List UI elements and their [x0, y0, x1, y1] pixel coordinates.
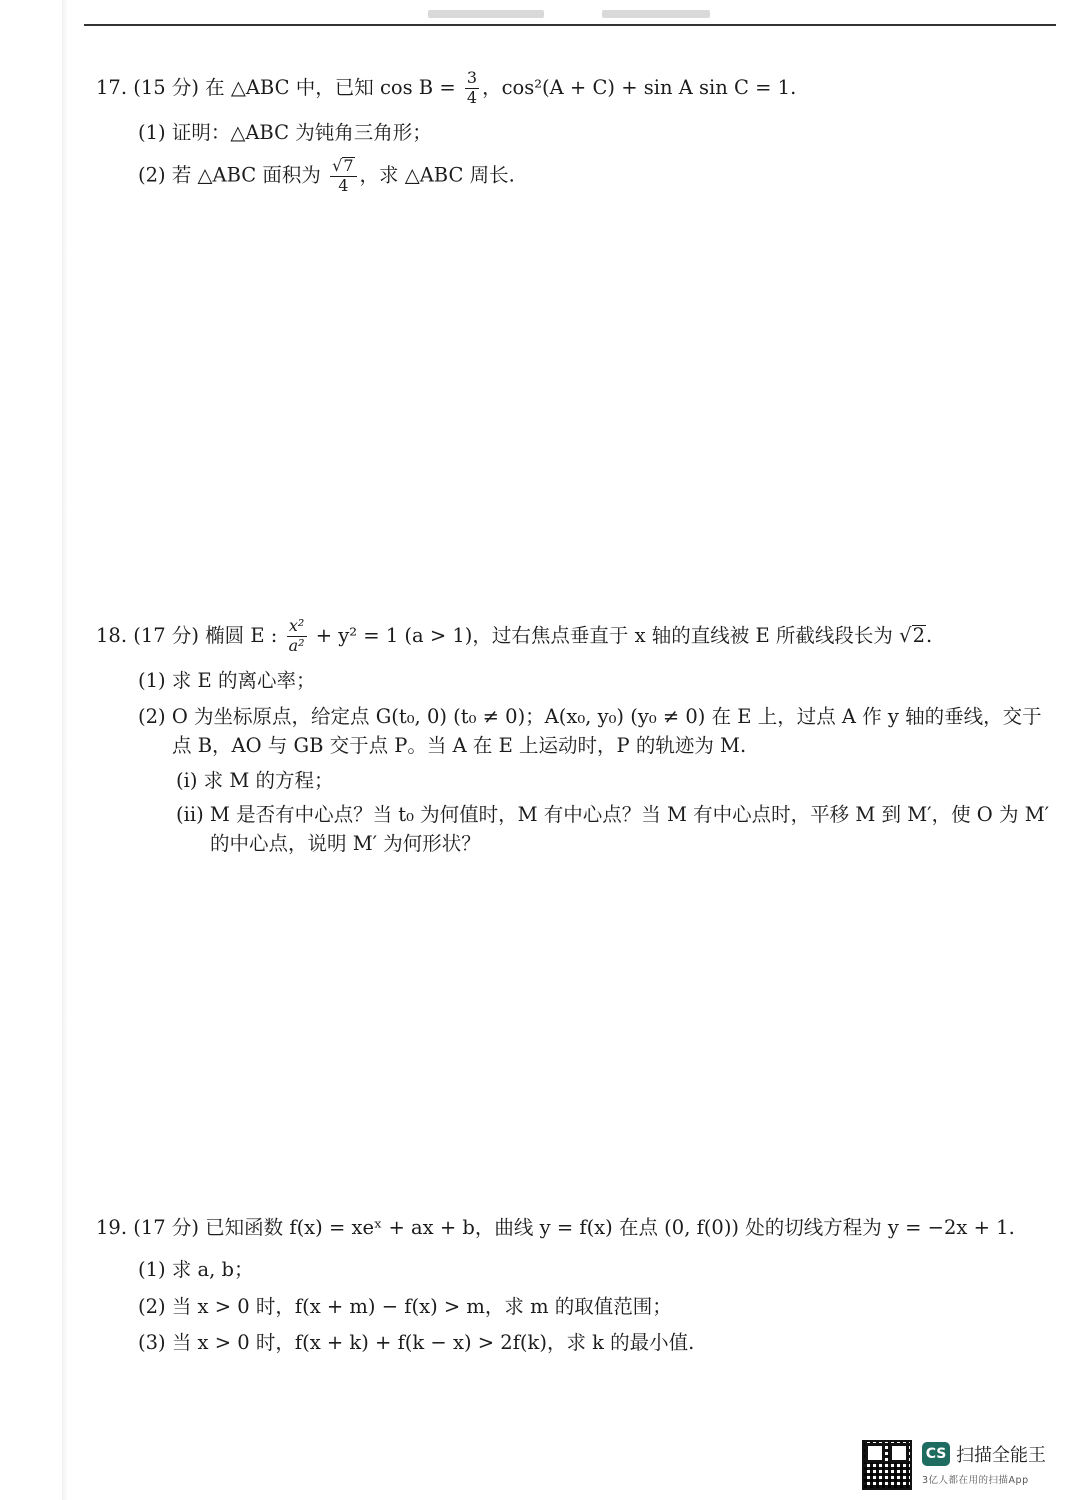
sqrt-radicand: 2: [912, 623, 925, 647]
problem-18-stem: 18. (17 分) 椭圆 E : $\frac{\text{x²}}{\text{a²}}$ + y² = 1 (a > 1)，过右焦点垂直于 x 轴的直线被 E 所截线段长为 √2.: [96, 616, 933, 655]
stem-text: .: [926, 623, 933, 647]
problem-number: 17.: [96, 75, 128, 99]
problem-18-subpart-i: [96, 767, 1056, 796]
paper-edge-shadow: [62, 0, 68, 1500]
qr-code-icon: [862, 1440, 912, 1490]
problem-19-part-2: [96, 1293, 1056, 1321]
problem-score: (15 分): [133, 75, 199, 99]
problem-19-part-3: [96, 1329, 1056, 1357]
part-label: (3): [138, 1330, 166, 1354]
camscanner-logo: CS: [922, 1442, 950, 1466]
problem-19: [96, 1214, 1056, 1357]
problem-score: (17 分): [133, 623, 199, 647]
problem-18-part-1: [96, 667, 1056, 695]
fraction-denominator: 4: [338, 175, 349, 195]
stem-text: 椭圆 E :: [205, 623, 284, 647]
subpart-text: 求 M 的方程；: [203, 768, 334, 792]
fraction: [287, 618, 307, 655]
part-text: 求 E 的离心率；: [171, 668, 316, 692]
brand-tagline: 3亿人都在用的扫描App: [922, 1475, 1029, 1486]
stem-text: 在 △ABC 中，已知 cos B =: [205, 75, 462, 99]
subpart-label: (ii): [176, 803, 204, 827]
part-text: 当 x > 0 时，f(x + m) − f(x) > m，求 m 的取值范围；: [171, 1294, 672, 1318]
fraction-numerator: √7: [330, 157, 356, 177]
problem-19-stem: [96, 1214, 1056, 1242]
fraction: [330, 157, 356, 195]
problem-18-subpart-ii: [96, 801, 1056, 859]
part-text: 证明：△ABC 为钝角三角形；: [171, 120, 432, 144]
part-text: 若 △ABC 面积为: [171, 163, 328, 187]
part-label: (1): [138, 668, 166, 692]
problem-17-stem: [96, 70, 1056, 107]
problem-number: 19.: [96, 1216, 128, 1239]
sqrt-radicand: 7: [343, 155, 354, 175]
stem-text: 已知函数 f(x) = xeˣ + ax + b，曲线 y = f(x) 在点 (0, f(0)) 处的切线方程为 y = −2x + 1.: [205, 1216, 1015, 1239]
fraction-denominator: 4: [466, 87, 478, 107]
problem-number: 18.: [96, 623, 128, 647]
problem-17: [96, 70, 1056, 194]
part-label: (2): [138, 704, 166, 728]
problem-score: (17 分): [133, 1216, 199, 1239]
fraction-numerator: x²: [287, 618, 307, 637]
stem-text: ，cos²(A + C) + sin A sin C = 1.: [482, 75, 797, 99]
fraction: [465, 70, 479, 107]
header-rule: [84, 24, 1056, 26]
problem-18: [96, 618, 1056, 859]
part-text: O 为坐标原点，给定点 G(t₀, 0) (t₀ ≠ 0)；A(x₀, y₀) (y₀ ≠ 0) 在 E 上，过点 A 作 y 轴的垂线，交于点 B，AO 与 GB 交于点 P。当 A 在 E 上运动时，P 的轨迹为 M.: [171, 704, 1042, 757]
part-label: (1): [138, 1258, 166, 1282]
fraction-denominator: a²: [288, 635, 305, 655]
fraction-numerator: 3: [466, 68, 478, 87]
brand-name: 扫描全能王: [956, 1445, 1046, 1466]
header-faint-text: [602, 10, 710, 18]
scanner-watermark: [862, 1440, 1056, 1492]
part-label: (2): [138, 1294, 166, 1318]
problem-17-part-2: [96, 157, 1056, 195]
part-label: (1): [138, 120, 166, 144]
problem-19-part-1: [96, 1256, 1056, 1284]
part-text: ，求 △ABC 周长.: [359, 163, 515, 187]
part-label: (2): [138, 163, 166, 187]
problem-18-part-2: [96, 703, 1056, 761]
stem-text: + y² = 1 (a > 1)，过右焦点垂直于 x 轴的直线被 E 所截线段长为: [309, 623, 900, 647]
subpart-text: M 是否有中心点？当 t₀ 为何值时，M 有中心点？当 M 有中心点时，平移 M 到 M′，使 O 为 M′ 的中心点，说明 M′ 为何形状？: [209, 803, 1050, 856]
part-text: 当 x > 0 时，f(x + k) + f(k − x) > 2f(k)，求 k 的最小值.: [171, 1330, 695, 1354]
subpart-label: (i): [176, 768, 198, 792]
header-faint-text: [428, 10, 544, 18]
part-text: 求 a, b；: [171, 1258, 254, 1282]
problem-17-part-1: [96, 119, 1056, 147]
